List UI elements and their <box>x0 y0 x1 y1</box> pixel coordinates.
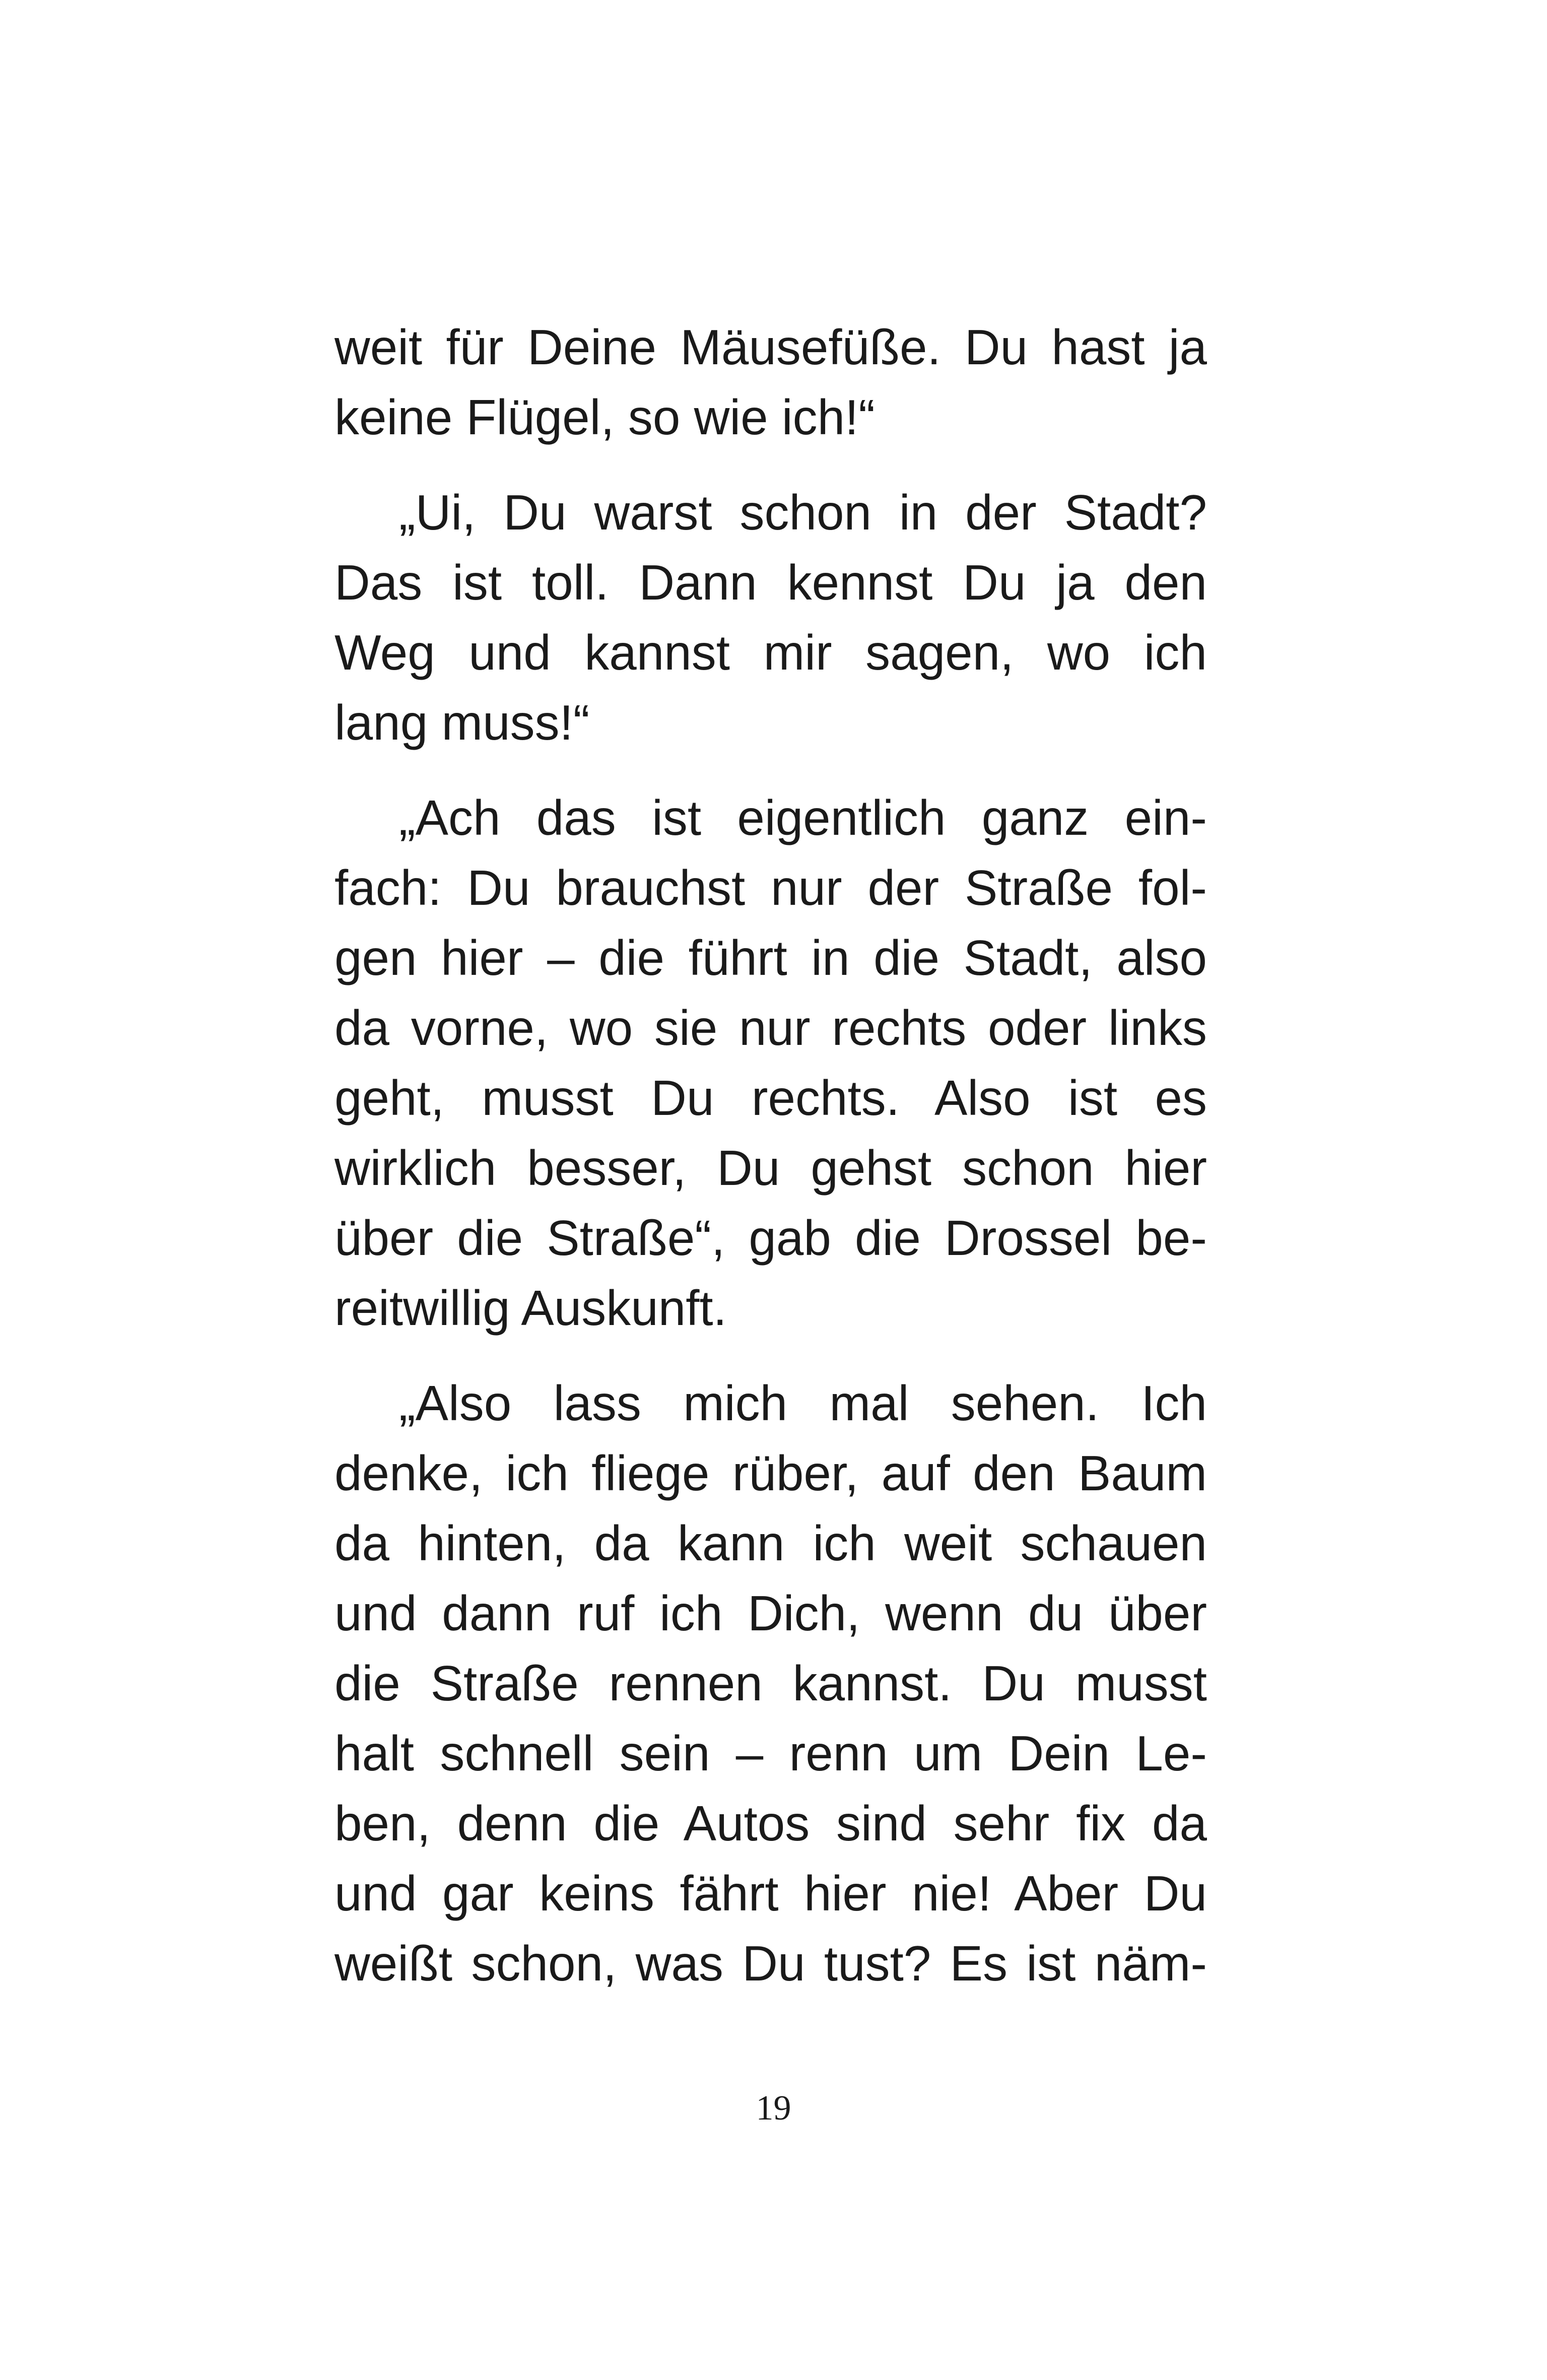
text-line: „Ui, Du warst schon in der Stadt? <box>399 485 1207 540</box>
text-line: fach: Du brauchst nur der Straße fol- <box>334 860 1207 915</box>
text-line: über die Straße“, gab die Drossel be- <box>334 1210 1207 1266</box>
paragraph-3 <box>334 783 1207 1343</box>
text-line: „Ach das ist eigentlich ganz ein- <box>399 790 1207 845</box>
text-line: reitwillig Auskunft. <box>334 1280 727 1336</box>
text-line: wirklich besser, Du gehst schon hier <box>334 1140 1207 1196</box>
text-line: denke, ich fliege rüber, auf den Baum <box>334 1445 1207 1501</box>
text-line: und gar keins fährt hier nie! Aber Du <box>334 1866 1207 1921</box>
text-line: weißt schon, was Du tust? Es ist näm- <box>334 1936 1207 1991</box>
text-line: keine Flügel, so wie ich!“ <box>334 389 876 445</box>
text-line: lang muss!“ <box>334 695 590 750</box>
text-line: Weg und kannst mir sagen, wo ich <box>334 625 1207 680</box>
page-number: 19 <box>756 2089 791 2128</box>
text-line: da vorne, wo sie nur rechts oder links <box>334 1000 1207 1055</box>
text-line: weit für Deine Mäusefüße. Du hast ja <box>334 319 1207 375</box>
text-line: halt schnell sein – renn um Dein Le- <box>334 1726 1207 1781</box>
paragraph-2 <box>334 478 1207 758</box>
body-text <box>334 312 1207 1999</box>
text-line: Das ist toll. Dann kennst Du ja den <box>334 555 1207 610</box>
paragraph-4 <box>334 1368 1207 1999</box>
text-line: die Straße rennen kannst. Du musst <box>334 1656 1207 1711</box>
text-line: da hinten, da kann ich weit schauen <box>334 1515 1207 1571</box>
text-line: gen hier – die führt in die Stadt, also <box>334 930 1207 985</box>
text-line: und dann ruf ich Dich, wenn du über <box>334 1585 1207 1641</box>
text-line: „Also lass mich mal sehen. Ich <box>399 1375 1207 1431</box>
text-line: geht, musst Du rechts. Also ist es <box>334 1070 1207 1126</box>
paragraph-1 <box>334 312 1207 452</box>
text-line: ben, denn die Autos sind sehr fix da <box>334 1796 1207 1851</box>
